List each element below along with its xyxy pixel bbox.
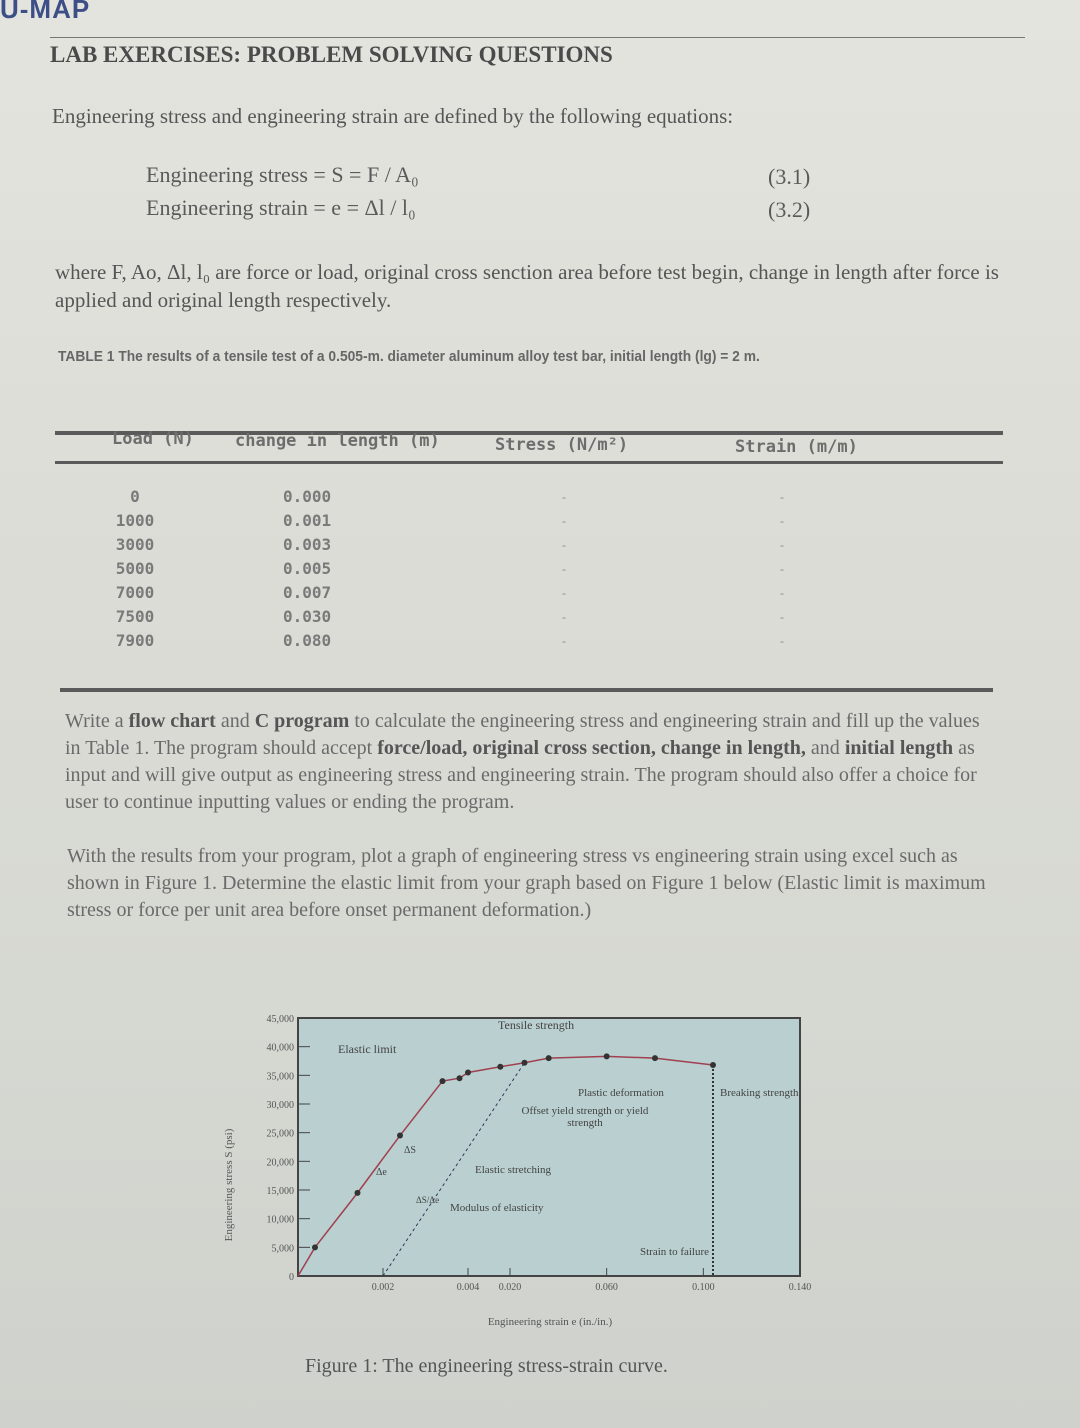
data-point (497, 1064, 503, 1070)
table-row (100, 605, 820, 629)
data-point (440, 1078, 446, 1084)
cell-stress: - (562, 610, 566, 624)
y-tick-label: 20,000 (266, 1157, 294, 1169)
cell-strain: - (780, 490, 784, 504)
annotation-elastic-limit: Elastic limit (338, 1042, 397, 1056)
annotation-tensile-strength: Tensile strength (498, 1018, 575, 1032)
cell-stress: - (562, 490, 566, 504)
figure-caption: Figure 1: The engineering stress-strain curve. (305, 1355, 668, 1377)
x-tick-label: 0.004 (456, 1282, 480, 1293)
cell-strain: - (780, 562, 784, 576)
data-point (652, 1055, 658, 1061)
annotation-elastic-stretching: Elastic stretching (475, 1164, 552, 1176)
annotation-strain-to-failure: Strain to failure (640, 1246, 710, 1258)
cell-change-in-length: 0.080 (283, 631, 332, 650)
y-tick-label: 35,000 (266, 1071, 294, 1083)
table-caption: TABLE 1 The results of a tensile test of a 0.505-m. diameter aluminum alloy test bar, initial length (lg) = 2 m. (58, 348, 760, 365)
annotation-breaking-strength: Breaking strength (720, 1087, 799, 1099)
instructions-paragraph-1: Write a flow chart and C program to calculate the engineering stress and engineering strain and fill up the values in Table 1. The program should accept force/load, original cross section, change in length, and initial length as input and will give output as engineering stress and engineering strain. The program should also offer a choice for user to continue inputting values or ending the program. (65, 710, 980, 813)
data-point (604, 1053, 610, 1059)
table-row (100, 509, 820, 533)
x-tick-label: 0.060 (595, 1282, 618, 1293)
cell-stress: - (562, 634, 566, 648)
data-point (522, 1060, 528, 1066)
table-header-rule (55, 461, 1003, 464)
y-tick-label: 0 (289, 1272, 294, 1283)
cell-stress: - (562, 586, 566, 600)
equation-stress-number: (3.1) (768, 164, 811, 189)
data-point (355, 1190, 361, 1196)
cell-load: 5000 (115, 559, 155, 578)
cell-change-in-length: 0.030 (283, 607, 332, 626)
table-header-change: change in length (m) (235, 431, 440, 451)
y-tick-label: 30,000 (266, 1100, 294, 1111)
annotation-offset-yield: Offset yield strength or yield strength (521, 1105, 649, 1129)
cell-stress: - (562, 562, 566, 576)
cell-strain: - (780, 610, 784, 624)
where-text: where F, Ao, Δl, l₀ are force or load, original cross senction area before test begin, change in length after force is applied and original length respectively. (55, 260, 999, 312)
cell-load: 1000 (115, 511, 155, 530)
x-tick-label: 0.002 (371, 1282, 395, 1293)
cell-strain: - (780, 634, 784, 648)
cell-change-in-length: 0.001 (283, 511, 332, 530)
annotation-modulus: Modulus of elasticity (450, 1202, 544, 1214)
table-header-load: Load (N) (112, 429, 194, 449)
cell-load: 3000 (115, 535, 155, 554)
annotation-delta-s: ΔS (404, 1145, 416, 1156)
equation-strain: Engineering strain = e = Δl / l₀ (146, 195, 416, 220)
cell-load: 7900 (115, 631, 155, 650)
annotation-delta-e: Δe (376, 1167, 387, 1178)
x-tick-label: 0.100 (692, 1282, 715, 1293)
cell-stress: - (562, 514, 566, 528)
equation-stress: Engineering stress = S = F / A₀ (146, 162, 419, 187)
cell-strain: - (780, 538, 784, 552)
table-bottom-rule (60, 688, 993, 692)
table-row (100, 557, 820, 581)
page-title: LAB EXERCISES: PROBLEM SOLVING QUESTIONS (50, 42, 613, 67)
data-point (457, 1075, 463, 1081)
y-tick-label: 15,000 (266, 1186, 294, 1197)
table-row (100, 581, 820, 605)
y-tick-label: 25,000 (266, 1128, 294, 1140)
table-header-stress: Stress (N/m²) (495, 435, 629, 455)
data-point (546, 1055, 552, 1061)
y-tick-label: 40,000 (266, 1042, 294, 1054)
x-tick-label: 0.020 (498, 1282, 522, 1293)
instructions-paragraph-2: With the results from your program, plot a graph of engineering stress vs engineering strain using excel such as shown in Figure 1. Determine the elastic limit from your graph based on Figure 1 below (Elastic limit is maximum stress or force per unit area before onset permanent deformation.) (67, 845, 986, 921)
table-row (100, 485, 820, 509)
equation-strain-number: (3.2) (768, 197, 811, 222)
data-point (465, 1069, 471, 1075)
header-divider (50, 37, 1025, 38)
cell-strain: - (780, 586, 784, 600)
intro-text: Engineering stress and engineering strain are defined by the following equations: (52, 104, 734, 128)
y-tick-label: 45,000 (266, 1014, 294, 1025)
data-point (312, 1244, 318, 1250)
table-row (100, 629, 820, 653)
data-point (710, 1062, 716, 1068)
cell-load: 0 (130, 487, 140, 506)
cell-change-in-length: 0.007 (283, 583, 332, 602)
x-tick-label: 0.140 (788, 1282, 812, 1293)
cell-load: 7500 (115, 607, 155, 626)
y-tick-label: 5,000 (271, 1243, 294, 1255)
cell-change-in-length: 0.005 (283, 559, 332, 578)
stress-strain-figure (220, 985, 820, 1335)
cell-strain: - (780, 514, 784, 528)
cell-stress: - (562, 538, 566, 552)
annotation-plastic-deformation: Plastic deformation (578, 1087, 664, 1099)
y-axis-label: Engineering stress S (psi) (223, 1128, 235, 1242)
cell-change-in-length: 0.003 (283, 535, 332, 554)
table-body (100, 485, 820, 653)
table-row (100, 533, 820, 557)
x-axis-label: Engineering strain e (in./in.) (487, 1316, 613, 1328)
umap-logo: U-MAP (0, 0, 91, 24)
cell-load: 7000 (115, 583, 155, 602)
annotation-modulus-ratio: ΔS/Δe (416, 1195, 440, 1205)
cell-change-in-length: 0.000 (283, 487, 332, 506)
y-tick-label: 10,000 (266, 1214, 294, 1226)
data-point (397, 1133, 403, 1139)
table-header-strain: Strain (m/m) (735, 437, 858, 457)
